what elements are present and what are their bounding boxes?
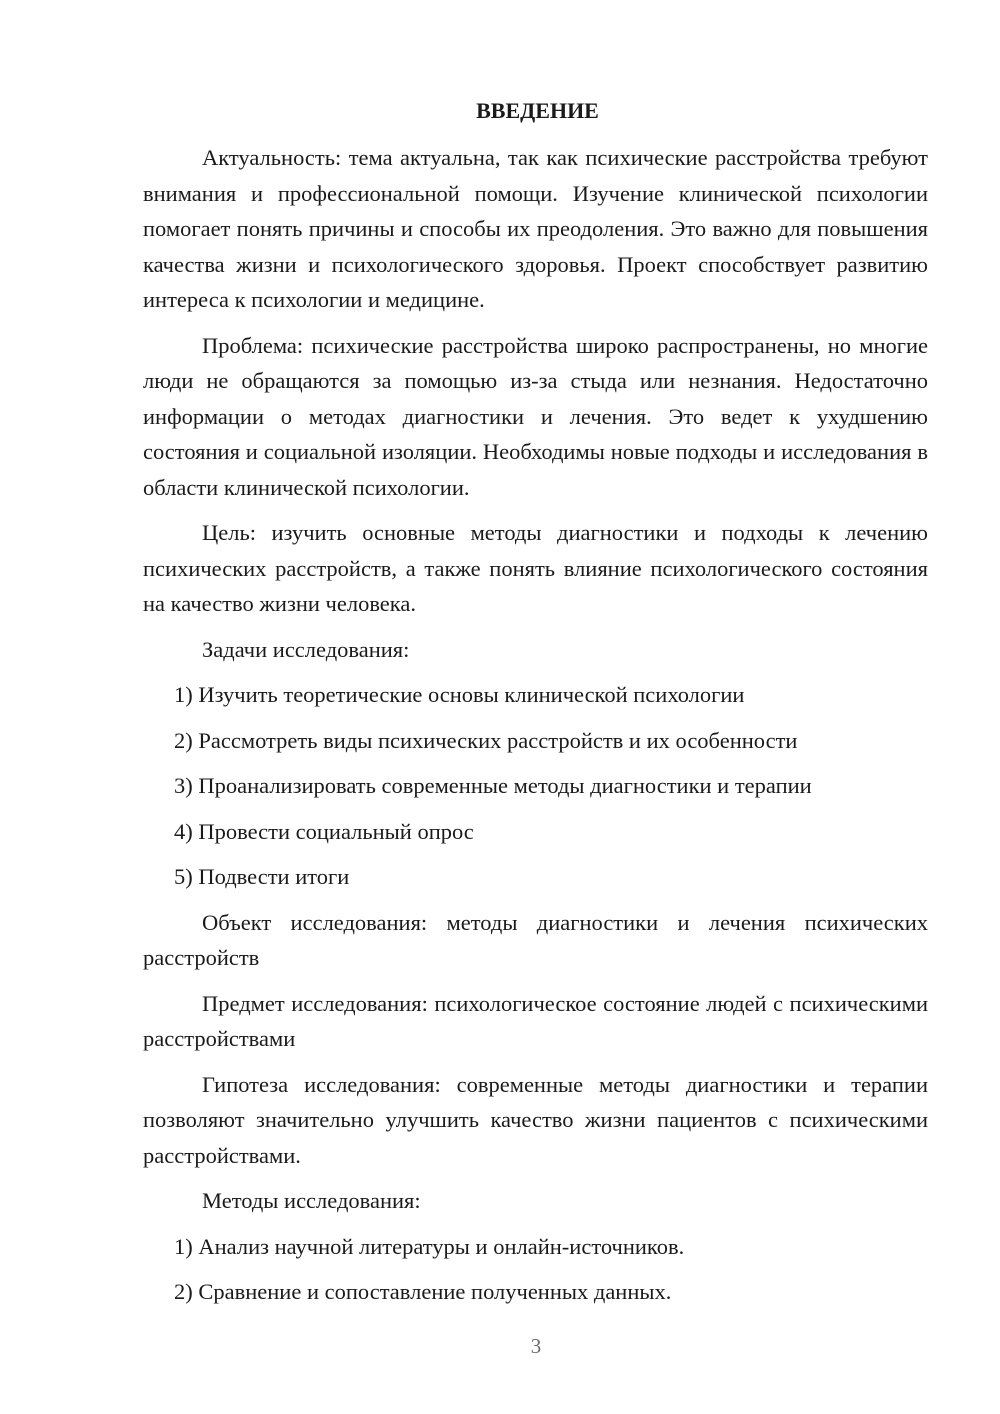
task-item-3: 3) Проанализировать современные методы диагностики и терапии	[174, 773, 812, 798]
goal-paragraph: Цель: изучить основные методы диагностики и подходы к лечению психических расстройств, а также понять влияние психологического состояния на качество жизни человека.	[143, 520, 928, 616]
hypothesis-paragraph: Гипотеза исследования: современные методы диагностики и терапии позволяют значительно улучшить качество жизни пациентов с психическими расстройствами.	[143, 1071, 928, 1168]
relevance-paragraph: Актуальность: тема актуальна, так как психические расстройства требуют внимания и профессиональной помощи. Изучение клинической психологии помогает понять причины и способы их преодоления. Это важно для повышения качества жизни и психологического здоровья. Проект способствует развитию интереса к психологии и медицине.	[143, 145, 928, 312]
method-item-2: 2) Сравнение и сопоставление полученных данных.	[174, 1279, 672, 1304]
page-content	[143, 96, 928, 1320]
tasks-heading: Задачи исследования:	[202, 636, 410, 662]
section-title: ВВЕДЕНИЕ	[476, 98, 599, 123]
subject-paragraph: Предмет исследования: психологическое состояние людей с психическими расстройствами	[143, 990, 928, 1051]
task-item-4: 4) Провести социальный опрос	[174, 818, 474, 844]
problem-paragraph: Проблема: психические расстройства широко распространены, но многие люди не обращаются за помощью из-за стыда или незнания. Недостаточно информации о методах диагностики и лечения. Это ведет к ухудшению состояния и социальной изоляции. Необходимы новые подходы и исследования в области клинической психологии.	[143, 332, 928, 500]
methods-heading: Методы исследования:	[202, 1188, 421, 1213]
task-item-1: 1) Изучить теоретические основы клинической психологии	[174, 682, 745, 707]
task-item-5: 5) Подвести итоги	[174, 864, 350, 889]
method-item-1: 1) Анализ научной литературы и онлайн-источников.	[174, 1233, 685, 1259]
page-number: 3	[530, 1334, 542, 1358]
task-item-2: 2) Рассмотреть виды психических расстройств и их особенности	[174, 727, 798, 753]
object-paragraph: Объект исследования: методы диагностики и лечения психических расстройств	[143, 909, 928, 970]
